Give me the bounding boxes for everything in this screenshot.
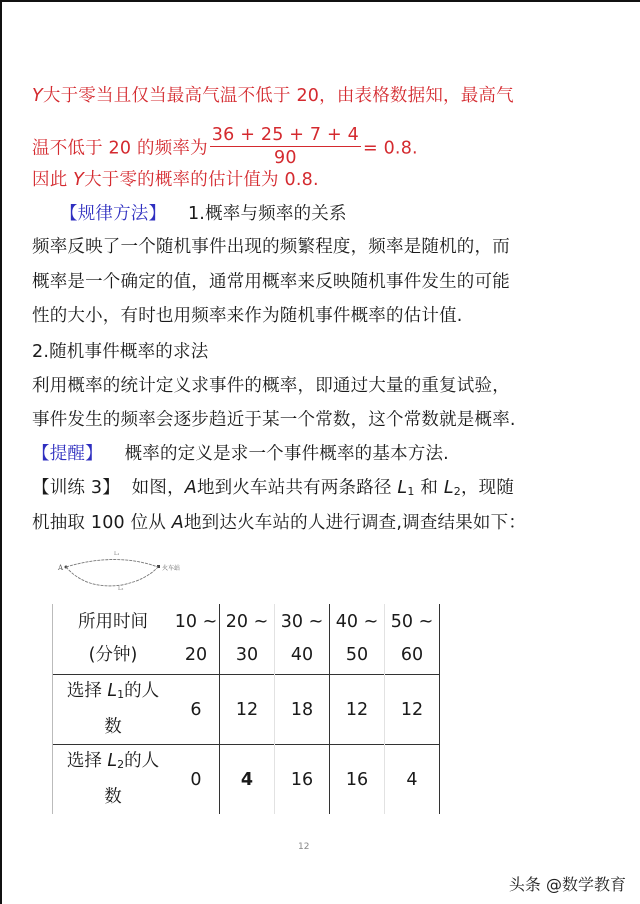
route-diagram: [56, 548, 216, 592]
col-range-top: 40 ~: [335, 612, 379, 632]
row-label-line1: [53, 675, 173, 711]
exercise-text: 如图，: [131, 478, 185, 498]
subscript-1: 1: [117, 688, 125, 701]
col-range-bottom: 30: [235, 645, 259, 665]
table-cell: 4: [220, 745, 275, 815]
method-title2: 2.随机事件概率的求法: [32, 342, 209, 362]
col-range-top: 10 ~: [174, 612, 218, 632]
red-line-3-pre: 因此: [32, 170, 74, 190]
path-l1-label: L₁: [114, 551, 120, 557]
variable-y: Y: [73, 170, 85, 190]
red-line-1-text: 大于零当且仅当最高气温不低于 20，由表格数据知，最高气: [42, 86, 514, 106]
row-label-post: 的人: [124, 751, 160, 771]
method-heading: [60, 202, 347, 226]
variable-y: Y: [32, 86, 43, 106]
red-line-2: [32, 126, 418, 171]
reminder-label: 【提醒】: [32, 444, 103, 464]
method-para1-line3: 性的大小，有时也用频率来作为随机事件概率的估计值.: [32, 306, 463, 326]
row-label-l1: [53, 675, 174, 745]
table-row-l2: [53, 745, 440, 815]
reminder-text: 概率的定义是求一个事件概率的基本方法.: [124, 444, 449, 464]
exercise-line-1: [32, 476, 514, 504]
fraction: [210, 124, 361, 169]
exercise-text: 机抽取 100 位从: [32, 513, 172, 533]
watermark: 头条 @数学教育: [508, 875, 626, 894]
page-border-top: [0, 0, 640, 2]
col-range-bottom: 40: [290, 645, 314, 665]
red-line-2-text: 温不低于 20 的频率为: [32, 138, 208, 159]
method-label: 【规律方法】: [60, 204, 167, 224]
method-para1-line2: 概率是一个确定的值，通常用概率来反映随机事件发生的可能: [32, 272, 510, 292]
exercise-text: 地到达火车站的人进行调查,调查结果如下：: [183, 513, 527, 533]
table-row-l1: [53, 675, 440, 745]
row-label-post: 的人: [124, 681, 160, 701]
variable-l1: L: [397, 478, 408, 498]
header-col-2: [220, 604, 275, 675]
variable-l2: L: [107, 751, 118, 771]
header-col-4: [330, 604, 385, 675]
red-line-3-text: 大于零的概率的估计值为 0.8.: [84, 170, 319, 190]
header-label-line2: (分钟): [88, 645, 138, 665]
exercise-text: 地到火车站共有两条路径: [196, 478, 398, 498]
point-a-label: A: [58, 564, 64, 572]
col-range-bottom: 50: [345, 645, 369, 665]
col-range-bottom: 20: [184, 645, 208, 665]
row-label-line2: 数: [104, 717, 122, 737]
path-l2-label: L₂: [118, 586, 124, 592]
table-cell: 12: [385, 675, 440, 745]
fraction-result: = 0.8.: [362, 138, 418, 159]
row-label-pre: 选择: [66, 751, 108, 771]
fraction-denominator: 90: [274, 148, 297, 168]
col-range-top: 50 ~: [390, 612, 434, 632]
method-title: 1.概率与频率的关系: [187, 204, 347, 224]
table-cell: 4: [385, 745, 440, 815]
header-label-cell: [53, 604, 174, 675]
table-cell: 16: [330, 745, 385, 815]
variable-a: A: [184, 478, 197, 498]
page-number: 12: [298, 842, 310, 852]
row-label-pre: 选择: [66, 681, 108, 701]
red-line-1: [32, 84, 514, 108]
table-cell: 6: [173, 675, 220, 745]
table-cell: 18: [275, 675, 330, 745]
subscript-2: 2: [117, 758, 125, 771]
fraction-numerator: 36 + 25 + 7 + 4: [211, 125, 359, 145]
exercise-label: 【训练 3】: [32, 478, 120, 498]
method-para1-line1: 频率反映了一个随机事件出现的频繁程度，频率是随机的，而: [32, 237, 510, 257]
table-cell: 12: [330, 675, 385, 745]
subscript-1: 1: [407, 485, 415, 498]
reminder: [32, 442, 449, 466]
row-label-line1: [53, 745, 173, 781]
header-col-1: [173, 604, 220, 675]
table-cell: 12: [220, 675, 275, 745]
variable-l1: L: [107, 681, 118, 701]
table-cell: 16: [275, 745, 330, 815]
col-range-top: 20 ~: [225, 612, 269, 632]
red-line-3: [32, 168, 319, 192]
row-label-l2: [53, 745, 174, 815]
exercise-text: 和: [414, 478, 444, 498]
method-para2-line1: 利用概率的统计定义求事件的概率，即通过大量的重复试验，: [32, 376, 510, 396]
page-border-left: [0, 0, 2, 904]
table-cell: 0: [173, 745, 220, 815]
col-range-top: 30 ~: [280, 612, 324, 632]
route-diagram-svg: [56, 548, 216, 592]
results-table: [52, 604, 440, 814]
exercise-text: ，现随: [460, 478, 515, 498]
subscript-2: 2: [453, 485, 461, 498]
header-label-line1: 所用时间: [78, 612, 148, 632]
exercise-line-2: [32, 511, 526, 535]
header-col-3: [275, 604, 330, 675]
method-para2-line2: 事件发生的频率会逐步趋近于某一个常数，这个常数就是概率.: [32, 410, 516, 430]
row-label-line2: 数: [104, 787, 122, 807]
variable-a: A: [171, 513, 184, 533]
station-label: 火车站: [162, 565, 181, 572]
header-col-5: [385, 604, 440, 675]
variable-l2: L: [443, 478, 454, 498]
table-header-row: [53, 604, 440, 675]
col-range-bottom: 60: [400, 645, 424, 665]
